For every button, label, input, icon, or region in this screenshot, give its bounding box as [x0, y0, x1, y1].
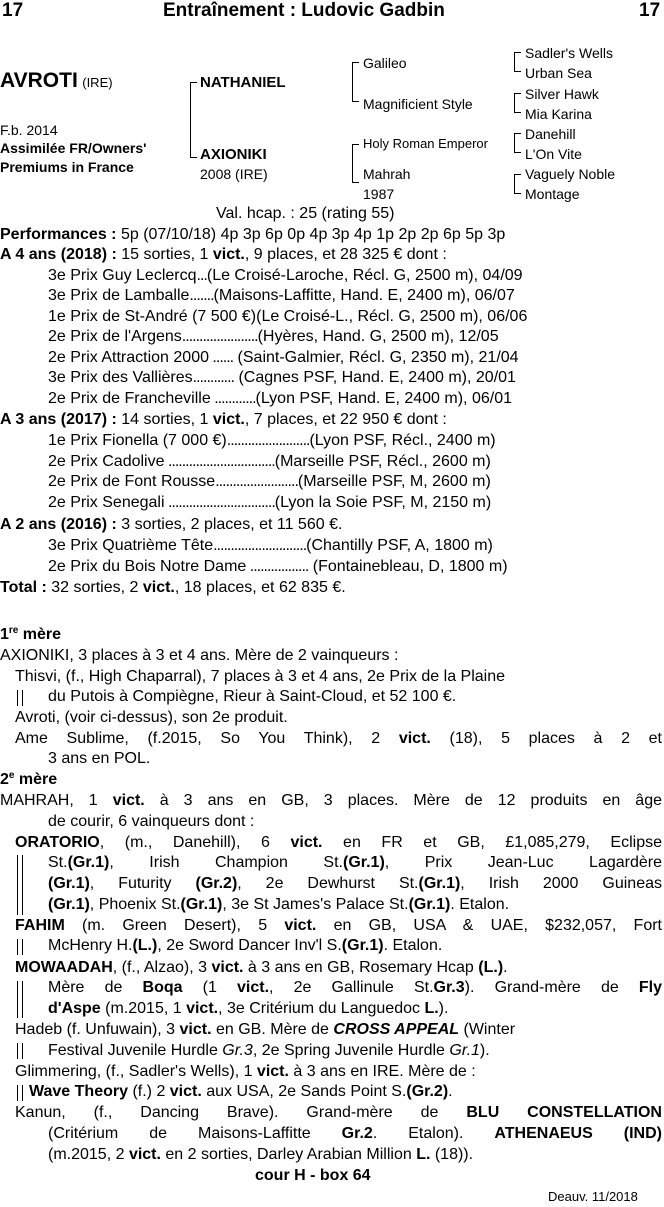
fahim-name: FAHIM [15, 917, 65, 934]
year-2017-summary [0, 410, 664, 431]
second-dam-heading-rest: mère [14, 771, 58, 788]
race-detail: (Maisons-Laffitte, Hand. E, 2400 m), 06/07 [213, 287, 515, 304]
first-dam-heading-num: 1 [0, 626, 9, 643]
text: . Etalon. [450, 896, 510, 913]
text: . Etalon). [372, 1125, 495, 1142]
text: , 3e St James's Palace St. [222, 896, 409, 913]
ame-text-a: Ame Sublime, (f.2015, So You Think), 2 [15, 730, 399, 747]
race-detail: (Saint-Galmier, Récl. G, 2350 m), 21/04 [233, 349, 519, 366]
year-2017-text-a: 14 sorties, 1 [116, 411, 213, 428]
text: , 2e Gallinule St. [269, 979, 434, 996]
total-text-b: , 18 places, et 62 835 €. [174, 579, 346, 596]
text: , Irish 2000 Guineas [460, 875, 662, 892]
horse-name: AVROTI [0, 69, 78, 92]
indent-bar [22, 855, 23, 915]
text: ). [479, 1042, 490, 1059]
hadeb-line-1 [15, 1020, 664, 1041]
race-detail: (Le Croisé-L., Récl. G, 2500 m), 06/06 [256, 308, 528, 325]
pedigree-bracket-sire-top [352, 62, 359, 81]
pedigree-bracket-dam-bottom [352, 163, 359, 183]
pedigree-sd: Magnificient Style [363, 96, 473, 112]
total-label: Total : [0, 579, 47, 596]
text: (m. Green Desert), 5 [64, 917, 285, 934]
text: en GB. Mère de [211, 1021, 334, 1038]
race-name: 1e Prix de St-André (7 500 €) [48, 308, 257, 325]
race-dots: ............ [210, 390, 256, 407]
indent-bar [22, 1085, 23, 1101]
text: (1 [182, 979, 238, 996]
text: ). [438, 1000, 449, 1017]
group: (L.) [478, 959, 504, 976]
indent-bar [17, 855, 18, 915]
group: (Gr.1) [48, 896, 90, 913]
kanun-line-1 [15, 1103, 662, 1124]
mowaadah-line-3 [48, 999, 664, 1020]
pedigree-dsd: L'On Vite [525, 146, 582, 162]
pedigree-bracket-sire-bottom [352, 81, 359, 102]
horse-name-block [0, 71, 113, 94]
group: Gr.3 [433, 979, 465, 996]
race-row [0, 452, 664, 473]
race-dots: ........................ [226, 432, 310, 449]
cross-appeal: CROSS APPEAL [333, 1021, 460, 1038]
race-dots: ...................... [181, 328, 258, 345]
race-row [0, 307, 664, 328]
oratorio-line-1 [15, 833, 662, 854]
race-detail: (Chantilly PSF, A, 1800 m) [306, 537, 493, 554]
year-2018-label: A 4 ans (2018) : [0, 246, 117, 263]
first-dam-ame-2: 3 ans en POL. [48, 750, 151, 767]
race-name: 3e Prix de Lamballe [48, 287, 190, 304]
aspe: d'Aspe [48, 1000, 101, 1017]
group: L. [424, 1000, 439, 1017]
group: (Gr.1) [342, 854, 385, 871]
group: (Gr.1) [341, 937, 384, 954]
boqa: Boqa [142, 979, 183, 996]
first-dam-avroti: Avroti, (voir ci-dessus), son 2e produit. [15, 709, 288, 726]
indent-bar [22, 981, 23, 1018]
year-2018-text-a: 15 sorties, 1 [116, 246, 213, 263]
horse-origin: (IRE) [82, 75, 113, 90]
pedigree-sss: Sadler's Wells [525, 45, 613, 61]
year-2018-vict: vict. [212, 246, 245, 263]
race-detail: (Lyon la Soie PSF, M, 2150 m) [274, 494, 492, 511]
catalog-date: Deauv. 11/2018 [548, 1189, 638, 1204]
pedigree-dd: Mahrah [363, 166, 411, 182]
mowaadah-line-1 [15, 958, 664, 979]
indent-bar [22, 1043, 23, 1059]
intro-a: MAHRAH, 1 [0, 792, 113, 809]
race-row [0, 348, 664, 369]
bracket-ssd [514, 62, 521, 72]
second-dam-intro-1 [0, 791, 662, 812]
page-title: Entraînement : Ludovic Gadbin [163, 0, 445, 21]
race-row [0, 286, 664, 307]
premium-line-1: Assimilée FR/Owners' [0, 140, 147, 156]
race-detail: (Marseille PSF, M, 2600 m) [297, 473, 491, 490]
year-2018-summary [0, 245, 664, 266]
race-row [0, 472, 664, 493]
vict: vict. [169, 1083, 202, 1100]
kanun-line-2 [48, 1124, 662, 1145]
race-name: 2e Prix du Bois Notre Dame [48, 558, 247, 575]
race-dots: ............................... [164, 494, 275, 511]
race-detail: (Le Croisé-Laroche, Récl. G, 2500 m), 04/09 [206, 267, 523, 284]
text: , 3e Critérium du Languedoc [218, 1000, 425, 1017]
bracket-dsd [514, 143, 521, 153]
vict: vict. [179, 1021, 212, 1038]
horse-sex-year: F.b. 2014 [0, 122, 58, 138]
text: , 2e Spring Juvenile Hurdle [252, 1042, 450, 1059]
box-location: cour H - box 64 [255, 1167, 371, 1184]
first-dam-thisvi-2: du Putois à Compiègne, Rieur à Saint-Cloud, et 52 100 €. [48, 688, 457, 705]
year-2017-text-b: , 7 places, et 22 950 € dont : [244, 411, 447, 428]
race-name: 3e Prix Quatrième Tête [48, 537, 214, 554]
race-dots: ........................... [213, 537, 307, 554]
text: à 3 ans en IRE. Mère de : [288, 1063, 476, 1080]
race-name: 2e Prix de l'Argens [48, 328, 182, 345]
bracket-dds [514, 174, 521, 184]
group: (Gr.2) [195, 875, 238, 892]
bracket-sss [514, 52, 521, 62]
second-dam-heading-num: 2 [0, 771, 9, 788]
second-dam-heading-sup: e [8, 770, 15, 781]
race-detail: (Lyon PSF, Récl., 2400 m) [309, 432, 496, 449]
indent-bar [22, 939, 23, 955]
race-row [0, 536, 664, 557]
pedigree-sire: NATHANIEL [200, 74, 286, 91]
hadeb-line-2 [48, 1041, 664, 1062]
group: (Gr.1) [48, 875, 90, 892]
oratorio-line-2 [48, 853, 662, 874]
race-detail: (Lyon PSF, Hand. E, 2400 m), 06/01 [255, 390, 512, 407]
wave-theory: Wave Theory [29, 1083, 128, 1100]
race-row [0, 368, 664, 389]
pedigree-dam: AXIONIKI [200, 146, 267, 163]
second-dam-heading [0, 770, 664, 791]
race-row [0, 389, 664, 410]
race-dots: ...... [208, 349, 234, 366]
page-number-right: 17 [639, 0, 661, 21]
bracket-sdd [514, 103, 521, 113]
text: Glimmering, (f., Sadler's Wells), 1 [15, 1063, 257, 1080]
pedigree-bracket-top [190, 82, 197, 120]
race-detail: (Fontainebleau, D, 1800 m) [308, 558, 508, 575]
year-2017-vict: vict. [212, 411, 245, 428]
vict: vict. [211, 959, 244, 976]
race-detail: (Marseille PSF, Récl., 2600 m) [274, 453, 491, 470]
pedigree-dss: Danehill [525, 126, 576, 142]
pedigree-ssd: Urban Sea [525, 65, 592, 81]
race-name: 3e Prix Guy Leclercq [48, 267, 197, 284]
group: (L.) [132, 937, 158, 954]
first-dam-intro: AXIONIKI, 3 places à 3 et 4 ans. Mère de 2 vainqueurs : [0, 647, 399, 664]
race-dots: ........................ [215, 473, 298, 490]
group: Gr.2 [341, 1125, 373, 1142]
group: (Gr.1) [418, 875, 461, 892]
indent-bar [17, 690, 18, 706]
text: aux USA, 2e Sands Point S. [201, 1083, 407, 1100]
text: (18)). [430, 1146, 474, 1163]
pedigree-dam-info: 2008 (IRE) [200, 166, 268, 182]
fahim-line-2 [48, 936, 664, 957]
vict: vict. [128, 1146, 161, 1163]
oratorio-name: ORATORIO [15, 834, 100, 851]
page-number-left: 17 [2, 0, 24, 21]
race-row [0, 557, 664, 578]
race-row [0, 493, 664, 514]
performances-label: Performances : [0, 226, 117, 243]
group: (Gr.1) [67, 854, 110, 871]
indent-bar [17, 981, 18, 1018]
pedigree-ddd: Montage [525, 186, 580, 202]
glimmering-line-2 [29, 1082, 664, 1103]
race-row [0, 327, 664, 348]
oratorio-line-4 [48, 895, 664, 916]
performances-line [0, 225, 664, 246]
vict: vict. [256, 1063, 289, 1080]
race-dots: ....... [189, 287, 214, 304]
group: Gr.1 [449, 1042, 480, 1059]
indent-bar [17, 1043, 18, 1059]
group: (Gr.2) [406, 1083, 449, 1100]
race-name: 2e Prix Cadolive [48, 453, 165, 470]
year-2016-text: 3 sorties, 2 places, et 11 560 €. [116, 516, 343, 533]
indent-bar [17, 1085, 18, 1101]
bracket-sds [514, 93, 521, 103]
text: , 2e Sword Dancer Inv'l S. [157, 937, 342, 954]
vict: vict. [186, 1000, 219, 1017]
text: Festival Juvenile Hurdle [48, 1042, 223, 1059]
ame-vict: vict. [398, 730, 431, 747]
text: , 2e Dewhurst St. [237, 875, 419, 892]
pedigree-ds: Holy Roman Emperor [363, 136, 488, 151]
text: Kanun, (f., Dancing Brave). Grand-mère de [15, 1104, 467, 1121]
race-dots: ............ [192, 369, 234, 386]
ame-text-b: (18), 5 places à 2 et [430, 730, 663, 747]
text: en 2 sorties, Darley Arabian Million [160, 1146, 417, 1163]
first-dam-heading [0, 625, 664, 646]
text: St. [48, 854, 68, 871]
bracket-ddd [514, 184, 521, 194]
text: en GB, USA & UAE, $232,057, Fort [316, 917, 662, 934]
text: (m.2015, 1 [100, 1000, 187, 1017]
group: L. [416, 1146, 431, 1163]
indent-bar [22, 690, 23, 706]
group: (Gr.1) [408, 896, 451, 913]
text: (Critérium de Maisons-Laffitte [48, 1125, 342, 1142]
text: , (m., Danehill), 6 [99, 834, 291, 851]
group: (Gr.1) [180, 896, 223, 913]
total-text-a: 32 sorties, 2 [46, 579, 143, 596]
text: (m.2015, 2 [48, 1146, 129, 1163]
indent-bar [17, 939, 18, 955]
race-row [0, 431, 664, 452]
text: en FR et GB, £1,085,279, Eclipse [322, 834, 662, 851]
group: Gr.3 [222, 1042, 253, 1059]
race-row [0, 266, 664, 287]
race-name: 2e Prix de Francheville [48, 390, 211, 407]
pedigree-bracket-dam-top [352, 144, 359, 163]
pedigree-bracket-bottom [190, 120, 197, 158]
race-dots: ................. [246, 558, 309, 575]
race-name: 1e Prix Fionella (7 000 €) [48, 432, 227, 449]
glimmering-line-1 [15, 1062, 664, 1083]
pedigree-sds: Silver Hawk [525, 86, 599, 102]
text: McHenry H. [48, 937, 133, 954]
pedigree-sdd: Mia Karina [525, 106, 592, 122]
text: Mère de [48, 979, 143, 996]
race-name: 2e Prix Attraction 2000 [48, 349, 209, 366]
text: , Prix Jean-Luc Lagardère [384, 854, 662, 871]
race-detail: (Cagnes PSF, Hand. E, 2400 m), 20/01 [234, 369, 516, 386]
second-dam-intro-2: de courir, 6 vainqueurs dont : [48, 813, 255, 830]
oratorio-line-3 [48, 874, 662, 895]
year-2017-label: A 3 ans (2017) : [0, 411, 117, 428]
text: (f.) 2 [128, 1083, 170, 1100]
text: , Phoenix St. [89, 896, 181, 913]
intro-vict: vict. [112, 792, 145, 809]
pedigree-dd-year: 1987 [363, 186, 395, 202]
race-name: 2e Prix Senegali [48, 494, 165, 511]
kanun-line-3 [48, 1145, 664, 1166]
text: Hadeb (f. Unfuwain), 3 [15, 1021, 180, 1038]
performances-text: 5p (07/10/18) 4p 3p 6p 0p 4p 3p 4p 1p 2p 2p 6p 5p 3p [116, 226, 506, 243]
blu-constellation: BLU CONSTELLATION [466, 1104, 662, 1121]
vict: vict. [290, 834, 323, 851]
year-2016-label: A 2 ans (2016) : [0, 516, 117, 533]
race-dots: ... [196, 267, 207, 284]
race-name: 2e Prix de Font Rousse [48, 473, 216, 490]
first-dam-heading-rest: mère [18, 626, 62, 643]
text: . [448, 1083, 453, 1100]
race-dots: ............................... [164, 453, 275, 470]
text: . Etalon. [383, 937, 443, 954]
race-detail: (Hyères, Hand. G, 2500 m), 12/05 [257, 328, 499, 345]
race-name: 3e Prix des Vallières [48, 369, 193, 386]
year-2018-text-b: , 9 places, et 28 325 € dont : [244, 246, 447, 263]
athenaeus: ATHENAEUS (IND) [494, 1125, 662, 1142]
bracket-dss [514, 133, 521, 143]
text: , Futurity [89, 875, 196, 892]
total-vict: vict. [142, 579, 175, 596]
handicap-value: Val. hcap. : 25 (rating 55) [216, 205, 395, 222]
premium-line-2: Premiums in France [0, 159, 134, 175]
fahim-line-1 [15, 916, 662, 937]
total-line [0, 578, 664, 599]
mowaadah-line-2 [48, 978, 662, 999]
fly: Fly [638, 979, 663, 996]
first-dam-heading-sup: re [8, 625, 19, 636]
vict: vict. [284, 917, 317, 934]
text: , Irish Champion St. [109, 854, 343, 871]
intro-b: à 3 ans en GB, 3 places. Mère de 12 produits en âge [144, 792, 662, 809]
text: . [503, 959, 508, 976]
pedigree-dds: Vaguely Noble [525, 166, 616, 182]
text: ). Grand-mère de [464, 979, 639, 996]
vict: vict. [237, 979, 270, 996]
text: , (f., Alzao), 3 [112, 959, 212, 976]
pedigree-ss: Galileo [363, 55, 407, 71]
first-dam-thisvi-1: Thisvi, (f., High Chaparral), 7 places à 3 et 4 ans, 2e Prix de la Plaine [15, 668, 506, 685]
text: (Winter [459, 1021, 516, 1038]
year-2016-summary [0, 515, 664, 536]
text: à 3 ans en GB, Rosemary Hcap [243, 959, 479, 976]
first-dam-ame-1 [15, 729, 662, 750]
mowaadah-name: MOWAADAH [15, 959, 113, 976]
